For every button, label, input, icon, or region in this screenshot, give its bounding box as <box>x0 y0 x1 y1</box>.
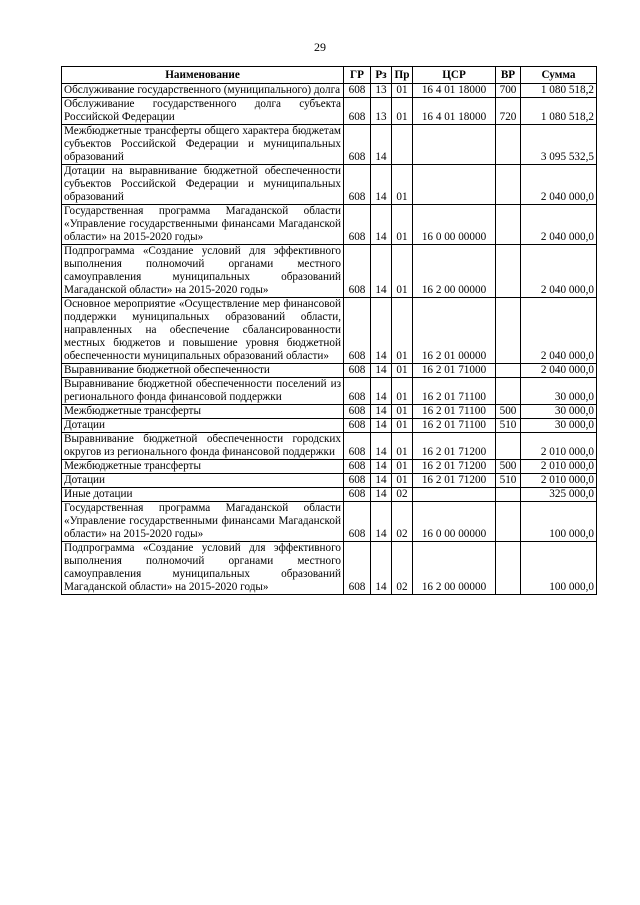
cell-gr: 608 <box>344 502 371 542</box>
column-header-vr: ВР <box>496 67 521 84</box>
cell-sum: 2 040 000,0 <box>521 205 597 245</box>
cell-pr: 01 <box>392 433 413 460</box>
cell-csr: 16 2 01 00000 <box>413 298 496 364</box>
cell-vr: 700 <box>496 84 521 98</box>
cell-rz: 14 <box>371 474 392 488</box>
cell-rz: 14 <box>371 205 392 245</box>
cell-sum: 3 095 532,5 <box>521 125 597 165</box>
cell-name: Дотации на выравнивание бюджетной обеспеченности субъектов Российской Федерации и муниципальных образований <box>62 165 344 205</box>
cell-sum: 2 010 000,0 <box>521 474 597 488</box>
cell-csr: 16 0 00 00000 <box>413 502 496 542</box>
cell-gr: 608 <box>344 433 371 460</box>
cell-name: Дотации <box>62 419 344 433</box>
column-header-name: Наименование <box>62 67 344 84</box>
cell-vr: 720 <box>496 98 521 125</box>
cell-sum: 1 080 518,2 <box>521 84 597 98</box>
cell-pr: 01 <box>392 84 413 98</box>
cell-name: Основное мероприятие «Осуществление мер финансовой поддержки муниципальных образований области, направленных на обеспечение сбалансированности местных бюджетов и повышение уровня бюджетной обеспеченности муниципальных образований области» <box>62 298 344 364</box>
cell-gr: 608 <box>344 405 371 419</box>
cell-gr: 608 <box>344 364 371 378</box>
cell-gr: 608 <box>344 98 371 125</box>
cell-gr: 608 <box>344 84 371 98</box>
cell-pr: 02 <box>392 542 413 595</box>
cell-csr: 16 2 00 00000 <box>413 245 496 298</box>
cell-name: Подпрограмма «Создание условий для эффективного выполнения полномочий органами местного самоуправления муниципальных образований Магаданской области» на 2015-2020 годы» <box>62 542 344 595</box>
cell-sum: 30 000,0 <box>521 378 597 405</box>
cell-csr: 16 2 01 71200 <box>413 460 496 474</box>
cell-gr: 608 <box>344 419 371 433</box>
cell-csr <box>413 125 496 165</box>
column-header-pr: Пр <box>392 67 413 84</box>
cell-pr: 01 <box>392 474 413 488</box>
cell-vr <box>496 125 521 165</box>
table-row <box>62 433 597 460</box>
cell-gr: 608 <box>344 542 371 595</box>
table-row <box>62 542 597 595</box>
cell-vr <box>496 298 521 364</box>
cell-csr: 16 4 01 18000 <box>413 84 496 98</box>
cell-rz: 14 <box>371 419 392 433</box>
table-row <box>62 460 597 474</box>
cell-csr: 16 2 01 71100 <box>413 419 496 433</box>
cell-csr <box>413 165 496 205</box>
cell-vr: 500 <box>496 460 521 474</box>
cell-csr: 16 2 01 71100 <box>413 378 496 405</box>
cell-pr: 01 <box>392 419 413 433</box>
column-header-sum: Сумма <box>521 67 597 84</box>
cell-csr: 16 4 01 18000 <box>413 98 496 125</box>
cell-csr: 16 2 00 00000 <box>413 542 496 595</box>
cell-vr: 500 <box>496 405 521 419</box>
cell-name: Государственная программа Магаданской области «Управление государственными финансами Магаданской области» на 2015-2020 годы» <box>62 502 344 542</box>
cell-vr: 510 <box>496 419 521 433</box>
cell-pr: 01 <box>392 98 413 125</box>
budget-table <box>61 66 597 595</box>
cell-csr <box>413 488 496 502</box>
cell-vr <box>496 378 521 405</box>
cell-vr <box>496 433 521 460</box>
table-row <box>62 245 597 298</box>
cell-rz: 14 <box>371 502 392 542</box>
cell-gr: 608 <box>344 298 371 364</box>
cell-gr: 608 <box>344 460 371 474</box>
cell-vr <box>496 364 521 378</box>
cell-sum: 2 010 000,0 <box>521 433 597 460</box>
page-number: 29 <box>314 40 326 54</box>
cell-sum: 2 040 000,0 <box>521 245 597 298</box>
table-header-row <box>62 67 597 84</box>
cell-name: Обслуживание государственного (муниципального) долга <box>62 84 344 98</box>
table-row <box>62 488 597 502</box>
cell-name: Выравнивание бюджетной обеспеченности городских округов из регионального фонда финансовой поддержки <box>62 433 344 460</box>
table-row <box>62 405 597 419</box>
cell-sum: 2 010 000,0 <box>521 460 597 474</box>
cell-rz: 14 <box>371 433 392 460</box>
cell-vr <box>496 488 521 502</box>
table-body <box>62 84 597 595</box>
cell-pr: 01 <box>392 298 413 364</box>
cell-sum: 100 000,0 <box>521 502 597 542</box>
cell-name: Выравнивание бюджетной обеспеченности поселений из регионального фонда финансовой поддержки <box>62 378 344 405</box>
cell-sum: 2 040 000,0 <box>521 165 597 205</box>
cell-csr: 16 2 01 71200 <box>413 433 496 460</box>
table-row <box>62 378 597 405</box>
cell-name: Дотации <box>62 474 344 488</box>
cell-pr: 01 <box>392 364 413 378</box>
cell-pr: 01 <box>392 405 413 419</box>
table-row <box>62 474 597 488</box>
cell-pr: 01 <box>392 165 413 205</box>
cell-sum: 30 000,0 <box>521 419 597 433</box>
table-row <box>62 364 597 378</box>
table-row <box>62 125 597 165</box>
cell-sum: 1 080 518,2 <box>521 98 597 125</box>
cell-name: Государственная программа Магаданской области «Управление государственными финансами Магаданской области» на 2015-2020 годы» <box>62 205 344 245</box>
cell-sum: 2 040 000,0 <box>521 298 597 364</box>
cell-gr: 608 <box>344 245 371 298</box>
table-row <box>62 84 597 98</box>
cell-pr: 01 <box>392 460 413 474</box>
cell-pr: 01 <box>392 378 413 405</box>
cell-csr: 16 2 01 71200 <box>413 474 496 488</box>
column-header-gr: ГР <box>344 67 371 84</box>
cell-sum: 100 000,0 <box>521 542 597 595</box>
cell-gr: 608 <box>344 488 371 502</box>
cell-name: Обслуживание государственного долга субъекта Российской Федерации <box>62 98 344 125</box>
table-row <box>62 165 597 205</box>
cell-sum: 2 040 000,0 <box>521 364 597 378</box>
cell-name: Межбюджетные трансферты <box>62 405 344 419</box>
cell-rz: 14 <box>371 488 392 502</box>
cell-vr <box>496 205 521 245</box>
table-row <box>62 298 597 364</box>
column-header-csr: ЦСР <box>413 67 496 84</box>
cell-name: Иные дотации <box>62 488 344 502</box>
cell-rz: 13 <box>371 98 392 125</box>
cell-vr: 510 <box>496 474 521 488</box>
cell-gr: 608 <box>344 125 371 165</box>
table-row <box>62 98 597 125</box>
cell-pr: 02 <box>392 502 413 542</box>
cell-gr: 608 <box>344 165 371 205</box>
table-row <box>62 205 597 245</box>
cell-name: Межбюджетные трансферты <box>62 460 344 474</box>
table-row <box>62 419 597 433</box>
cell-csr: 16 2 01 71000 <box>413 364 496 378</box>
cell-gr: 608 <box>344 205 371 245</box>
column-header-rz: Рз <box>371 67 392 84</box>
cell-rz: 14 <box>371 364 392 378</box>
cell-csr: 16 2 01 71100 <box>413 405 496 419</box>
cell-rz: 13 <box>371 84 392 98</box>
cell-pr: 01 <box>392 205 413 245</box>
cell-rz: 14 <box>371 165 392 205</box>
cell-vr <box>496 542 521 595</box>
cell-csr: 16 0 00 00000 <box>413 205 496 245</box>
cell-sum: 325 000,0 <box>521 488 597 502</box>
cell-name: Выравнивание бюджетной обеспеченности <box>62 364 344 378</box>
cell-rz: 14 <box>371 245 392 298</box>
cell-rz: 14 <box>371 542 392 595</box>
cell-gr: 608 <box>344 474 371 488</box>
cell-name: Межбюджетные трансферты общего характера бюджетам субъектов Российской Федерации и муниципальных образований <box>62 125 344 165</box>
cell-rz: 14 <box>371 460 392 474</box>
cell-rz: 14 <box>371 405 392 419</box>
cell-pr: 02 <box>392 488 413 502</box>
cell-pr: 01 <box>392 245 413 298</box>
cell-vr <box>496 245 521 298</box>
cell-rz: 14 <box>371 298 392 364</box>
cell-name: Подпрограмма «Создание условий для эффективного выполнения полномочий органами местного самоуправления муниципальных образований Магаданской области» на 2015-2020 годы» <box>62 245 344 298</box>
cell-vr <box>496 165 521 205</box>
cell-sum: 30 000,0 <box>521 405 597 419</box>
cell-vr <box>496 502 521 542</box>
table-row <box>62 502 597 542</box>
cell-gr: 608 <box>344 378 371 405</box>
cell-rz: 14 <box>371 378 392 405</box>
cell-rz: 14 <box>371 125 392 165</box>
cell-pr <box>392 125 413 165</box>
